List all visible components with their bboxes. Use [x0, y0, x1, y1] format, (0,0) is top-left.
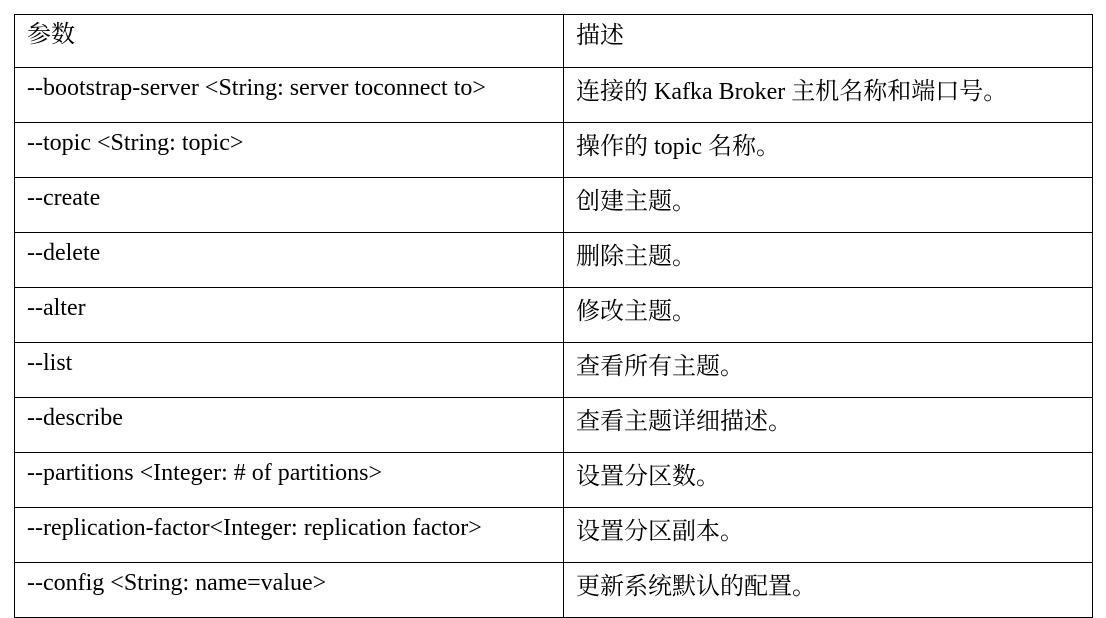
description-cell	[564, 233, 1093, 288]
table-row	[15, 508, 1093, 563]
param-text: --partitions <Integer: # of partitions>	[27, 460, 382, 486]
param-text: --replication-factor<Integer: replication factor>	[27, 515, 482, 541]
description-text: 连接的 Kafka Broker 主机名称和端口号。	[576, 79, 1008, 105]
param-cell	[15, 178, 564, 233]
description-text: 操作的 topic 名称。	[576, 134, 780, 160]
table-row	[15, 123, 1093, 178]
description-cell	[564, 453, 1093, 508]
param-text: --topic <String: topic>	[27, 130, 244, 156]
param-text: --create	[27, 185, 101, 211]
description-text: 修改主题。	[576, 299, 696, 325]
table-header-row	[15, 15, 1093, 68]
description-text: 查看主题详细描述。	[576, 409, 792, 435]
description-cell	[564, 123, 1093, 178]
table-row	[15, 343, 1093, 398]
description-text: 设置分区数。	[576, 464, 720, 490]
description-text: 创建主题。	[576, 189, 696, 215]
description-text: 设置分区副本。	[576, 519, 744, 545]
table-row	[15, 398, 1093, 453]
description-cell	[564, 178, 1093, 233]
param-text: --list	[27, 350, 73, 376]
header-param-label: 参数	[27, 22, 75, 48]
header-description	[564, 15, 1093, 68]
description-cell	[564, 288, 1093, 343]
parameter-table	[14, 14, 1093, 618]
description-cell	[564, 68, 1093, 123]
param-cell	[15, 508, 564, 563]
header-param	[15, 15, 564, 68]
description-text: 删除主题。	[576, 244, 696, 270]
param-cell	[15, 123, 564, 178]
description-cell	[564, 563, 1093, 618]
table-row	[15, 453, 1093, 508]
table-row	[15, 178, 1093, 233]
header-description-label: 描述	[576, 23, 624, 49]
param-text: --bootstrap-server <String: server toconnect to>	[27, 75, 486, 101]
param-text: --alter	[27, 295, 86, 321]
param-cell	[15, 563, 564, 618]
table-row	[15, 68, 1093, 123]
description-cell	[564, 508, 1093, 563]
description-text: 查看所有主题。	[576, 354, 744, 380]
description-cell	[564, 343, 1093, 398]
table-row	[15, 288, 1093, 343]
param-cell	[15, 233, 564, 288]
param-cell	[15, 398, 564, 453]
param-cell	[15, 68, 564, 123]
param-cell	[15, 453, 564, 508]
description-cell	[564, 398, 1093, 453]
param-text: --delete	[27, 240, 101, 266]
param-text: --describe	[27, 405, 123, 431]
description-text: 更新系统默认的配置。	[576, 574, 816, 600]
table-row	[15, 563, 1093, 618]
param-text: --config <String: name=value>	[27, 570, 327, 596]
param-cell	[15, 288, 564, 343]
table-row	[15, 233, 1093, 288]
param-cell	[15, 343, 564, 398]
